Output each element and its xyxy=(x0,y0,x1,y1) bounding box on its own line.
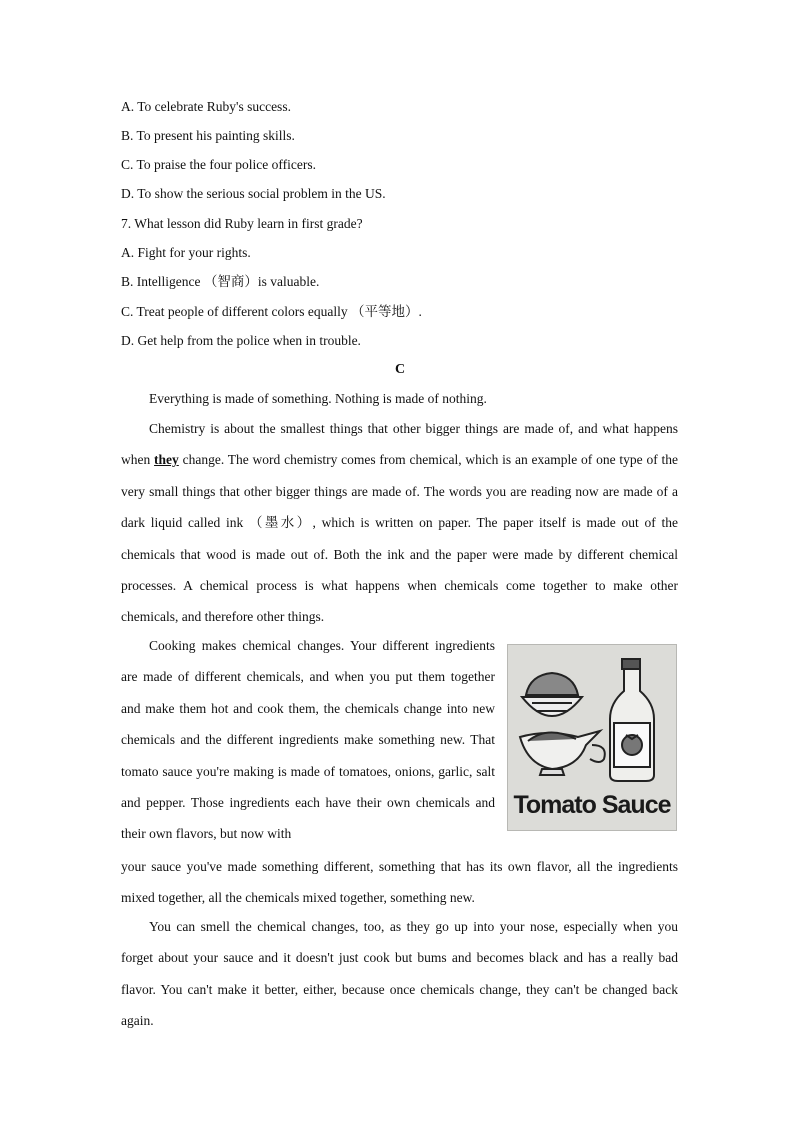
section-heading: C xyxy=(394,362,406,377)
q6-option-d: D. To show the serious social problem in the US. xyxy=(121,186,386,201)
q7-option-d: D. Get help from the police when in trouble. xyxy=(121,333,361,348)
q7-option-a: A. Fight for your rights. xyxy=(121,245,251,260)
illustration-drawing xyxy=(508,645,676,830)
q7-option-b: B. Intelligence （智商）is valuable. xyxy=(121,274,320,289)
underlined-keyword: they xyxy=(154,452,179,468)
q6-option-a: A. To celebrate Ruby's success. xyxy=(121,99,291,114)
illustration-caption: Tomato Sauce xyxy=(513,791,671,819)
bottle-icon xyxy=(610,659,654,781)
tomato-sauce-illustration xyxy=(507,644,677,831)
q6-option-b: B. To present his painting skills. xyxy=(121,128,295,143)
bowl-icon xyxy=(522,673,582,716)
paragraph-3-wrapped xyxy=(121,630,495,850)
tomato-icon xyxy=(622,735,642,755)
q6-option-c: C. To praise the four police officers. xyxy=(121,157,316,172)
q7-option-c: C. Treat people of different colors equally （平等地）. xyxy=(121,304,422,319)
paragraph-4 xyxy=(121,911,678,1037)
paragraph-3-text-start: Cooking makes chemical changes. Your different ingredients are made of different chemicals, and when you put them together and make them hot and cook them, the chemicals change into new chemicals and the different ingredients make something new. That tomato sauce you're making is made of tomatoes, onions, garlic, salt and pepper. Those ingredients each have their own chemicals and their own flavors, but now with xyxy=(121,638,495,842)
paragraph-1 xyxy=(121,383,678,414)
paragraph-1-text: Everything is made of something. Nothing is made of nothing. xyxy=(149,391,487,406)
paragraph-2-text-start: Chemistry is about the smallest things that other bigger things are made of, and what happens when xyxy=(121,421,678,468)
paragraph-4-text: You can smell the chemical changes, too, as they go up into your nose, especially when you forget about your sauce and it doesn't just cook but bums and becomes black and has a really bad flavor. You can't make it better, either, because once chemicals change, they can't be changed back again. xyxy=(121,919,678,1029)
paragraph-2 xyxy=(121,413,678,633)
paragraph-3-continued xyxy=(121,851,678,914)
paragraph-3-text-end: your sauce you've made something different, something that has its own flavor, all the ingredients mixed together, all the chemicals mixed together, something new. xyxy=(121,859,678,906)
q7-question: 7. What lesson did Ruby learn in first grade? xyxy=(121,216,363,231)
paragraph-2-text-end: change. The word chemistry comes from chemical, which is an example of one type of the very small things that other bigger things are made of. The words you are reading now are made of a dark liquid called ink （墨水）, which is written on paper. The paper itself is made out of the chemicals that wood is made out of. Both the ink and the paper were made by different chemical processes. A chemical process is what happens when chemicals come together to make other chemicals, and therefore other things. xyxy=(121,452,678,625)
gravy-boat-icon xyxy=(520,731,605,775)
